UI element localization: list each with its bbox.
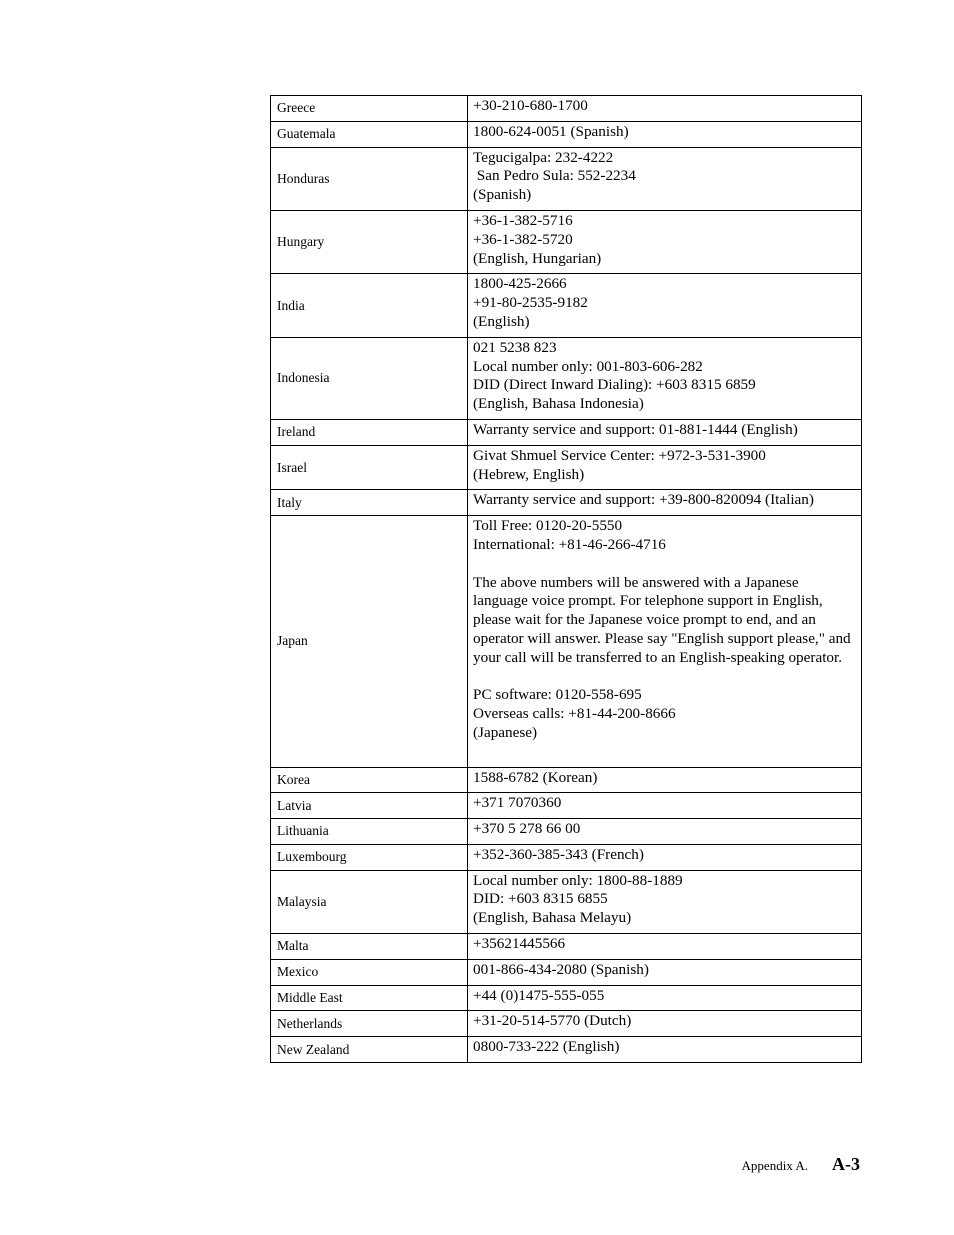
contact-line: 0800-733-222 (English) <box>473 1038 620 1056</box>
contact-info-cell <box>468 959 862 985</box>
contact-line: (Japanese) <box>473 723 538 741</box>
table-row <box>271 793 862 819</box>
contact-line: Warranty service and support: +39-800-820094 (Italian) <box>473 491 814 509</box>
contact-info-cell <box>468 490 862 516</box>
contact-line: +91-80-2535-9182 <box>473 294 588 312</box>
table-row <box>271 419 862 445</box>
contact-line: 1800-624-0051 (Spanish) <box>473 122 629 140</box>
table-row <box>271 445 862 490</box>
country-cell: Netherlands <box>271 1011 468 1037</box>
table-body <box>271 96 862 1063</box>
contact-line: DID: +603 8315 6855 <box>473 890 608 908</box>
country-cell: Israel <box>271 445 468 490</box>
contact-line: +371 7070360 <box>473 794 562 812</box>
contact-line: DID (Direct Inward Dialing): +603 8315 6859 <box>473 376 756 394</box>
country-cell: Lithuania <box>271 819 468 845</box>
contact-line: Local number only: 001-803-606-282 <box>473 357 703 375</box>
country-cell: Malaysia <box>271 870 468 933</box>
contact-line: 001-866-434-2080 (Spanish) <box>473 960 649 978</box>
country-cell: Luxembourg <box>271 844 468 870</box>
country-cell: Mexico <box>271 959 468 985</box>
contact-line: Tegucigalpa: 232-4222 <box>473 148 614 166</box>
country-cell: Hungary <box>271 210 468 273</box>
blank-line <box>473 555 856 574</box>
contact-info-cell <box>468 844 862 870</box>
contact-line: +352-360-385-343 (French) <box>473 845 644 863</box>
table-row <box>271 337 862 419</box>
contact-line: (English, Hungarian) <box>473 249 602 267</box>
contact-info-cell <box>468 445 862 490</box>
country-cell: India <box>271 274 468 337</box>
contact-info-cell <box>468 819 862 845</box>
country-cell: New Zealand <box>271 1037 468 1063</box>
contact-line: (English, Bahasa Indonesia) <box>473 395 644 413</box>
contact-line: +31-20-514-5770 (Dutch) <box>473 1012 632 1030</box>
table-row <box>271 516 862 767</box>
country-cell: Italy <box>271 490 468 516</box>
table-row <box>271 96 862 122</box>
contact-line: (Spanish) <box>473 186 532 204</box>
country-cell: Indonesia <box>271 337 468 419</box>
support-contacts-table <box>270 95 862 1063</box>
contact-info-cell <box>468 793 862 819</box>
table-row <box>271 934 862 960</box>
table-row <box>271 490 862 516</box>
contact-info-cell <box>468 210 862 273</box>
country-cell: Greece <box>271 96 468 122</box>
country-cell: Middle East <box>271 985 468 1011</box>
blank-line <box>473 743 856 762</box>
country-cell: Japan <box>271 516 468 767</box>
contact-line: Overseas calls: +81-44-200-8666 <box>473 705 676 723</box>
contact-line: (English) <box>473 312 530 330</box>
country-cell: Malta <box>271 934 468 960</box>
contact-line: International: +81-46-266-4716 <box>473 535 666 553</box>
contact-line: Warranty service and support: 01-881-1444 (English) <box>473 420 798 438</box>
contact-info-cell <box>468 147 862 210</box>
table-row <box>271 767 862 793</box>
table-row <box>271 1037 862 1063</box>
table-row <box>271 870 862 933</box>
contact-info-cell <box>468 274 862 337</box>
contact-line: Local number only: 1800-88-1889 <box>473 871 683 889</box>
contact-line: 1588-6782 (Korean) <box>473 768 598 786</box>
page-number: A-3 <box>832 1154 860 1174</box>
contact-line: +370 5 278 66 00 <box>473 820 581 838</box>
contact-line: The above numbers will be answered with a Japanese language voice prompt. For telephone support in English, please wait for the Japanese voice prompt to end, and an operator will answer. Please say "English support please," and your call will be transferred to an English-speaking operator. <box>473 573 851 666</box>
table-row <box>271 210 862 273</box>
contact-line: +35621445566 <box>473 935 566 953</box>
table-row <box>271 121 862 147</box>
contact-line: +36-1-382-5720 <box>473 230 573 248</box>
contact-line: +36-1-382-5716 <box>473 211 573 229</box>
contact-info-cell <box>468 96 862 122</box>
contact-line: (Hebrew, English) <box>473 465 585 483</box>
country-cell: Korea <box>271 767 468 793</box>
contact-info-cell <box>468 121 862 147</box>
table-row <box>271 844 862 870</box>
table-row <box>271 819 862 845</box>
contact-line: San Pedro Sula: 552-2234 <box>473 167 636 185</box>
contact-info-cell <box>468 767 862 793</box>
country-cell: Honduras <box>271 147 468 210</box>
contact-info-cell <box>468 985 862 1011</box>
contact-line: Givat Shmuel Service Center: +972-3-531-3900 <box>473 446 766 464</box>
contact-line: Toll Free: 0120-20-5550 <box>473 517 623 535</box>
blank-line <box>473 668 856 687</box>
page-footer <box>742 1154 860 1175</box>
contact-info-cell <box>468 870 862 933</box>
country-cell: Ireland <box>271 419 468 445</box>
contact-line: PC software: 0120-558-695 <box>473 686 642 704</box>
table-row <box>271 274 862 337</box>
contact-info-cell <box>468 337 862 419</box>
contact-info-cell <box>468 1011 862 1037</box>
appendix-label: Appendix A. <box>741 1158 808 1173</box>
country-cell: Guatemala <box>271 121 468 147</box>
table-row <box>271 959 862 985</box>
contact-info-cell <box>468 516 862 767</box>
table-row <box>271 147 862 210</box>
contact-info-cell <box>468 419 862 445</box>
contact-line: 1800-425-2666 <box>473 275 567 293</box>
table-row <box>271 1011 862 1037</box>
contact-line: 021 5238 823 <box>473 338 557 356</box>
contact-line: +30-210-680-1700 <box>473 97 588 114</box>
contact-info-cell <box>468 934 862 960</box>
contact-line: (English, Bahasa Melayu) <box>473 909 632 927</box>
table-row <box>271 985 862 1011</box>
contact-info-cell <box>468 1037 862 1063</box>
country-cell: Latvia <box>271 793 468 819</box>
contact-line: +44 (0)1475-555-055 <box>473 986 605 1004</box>
